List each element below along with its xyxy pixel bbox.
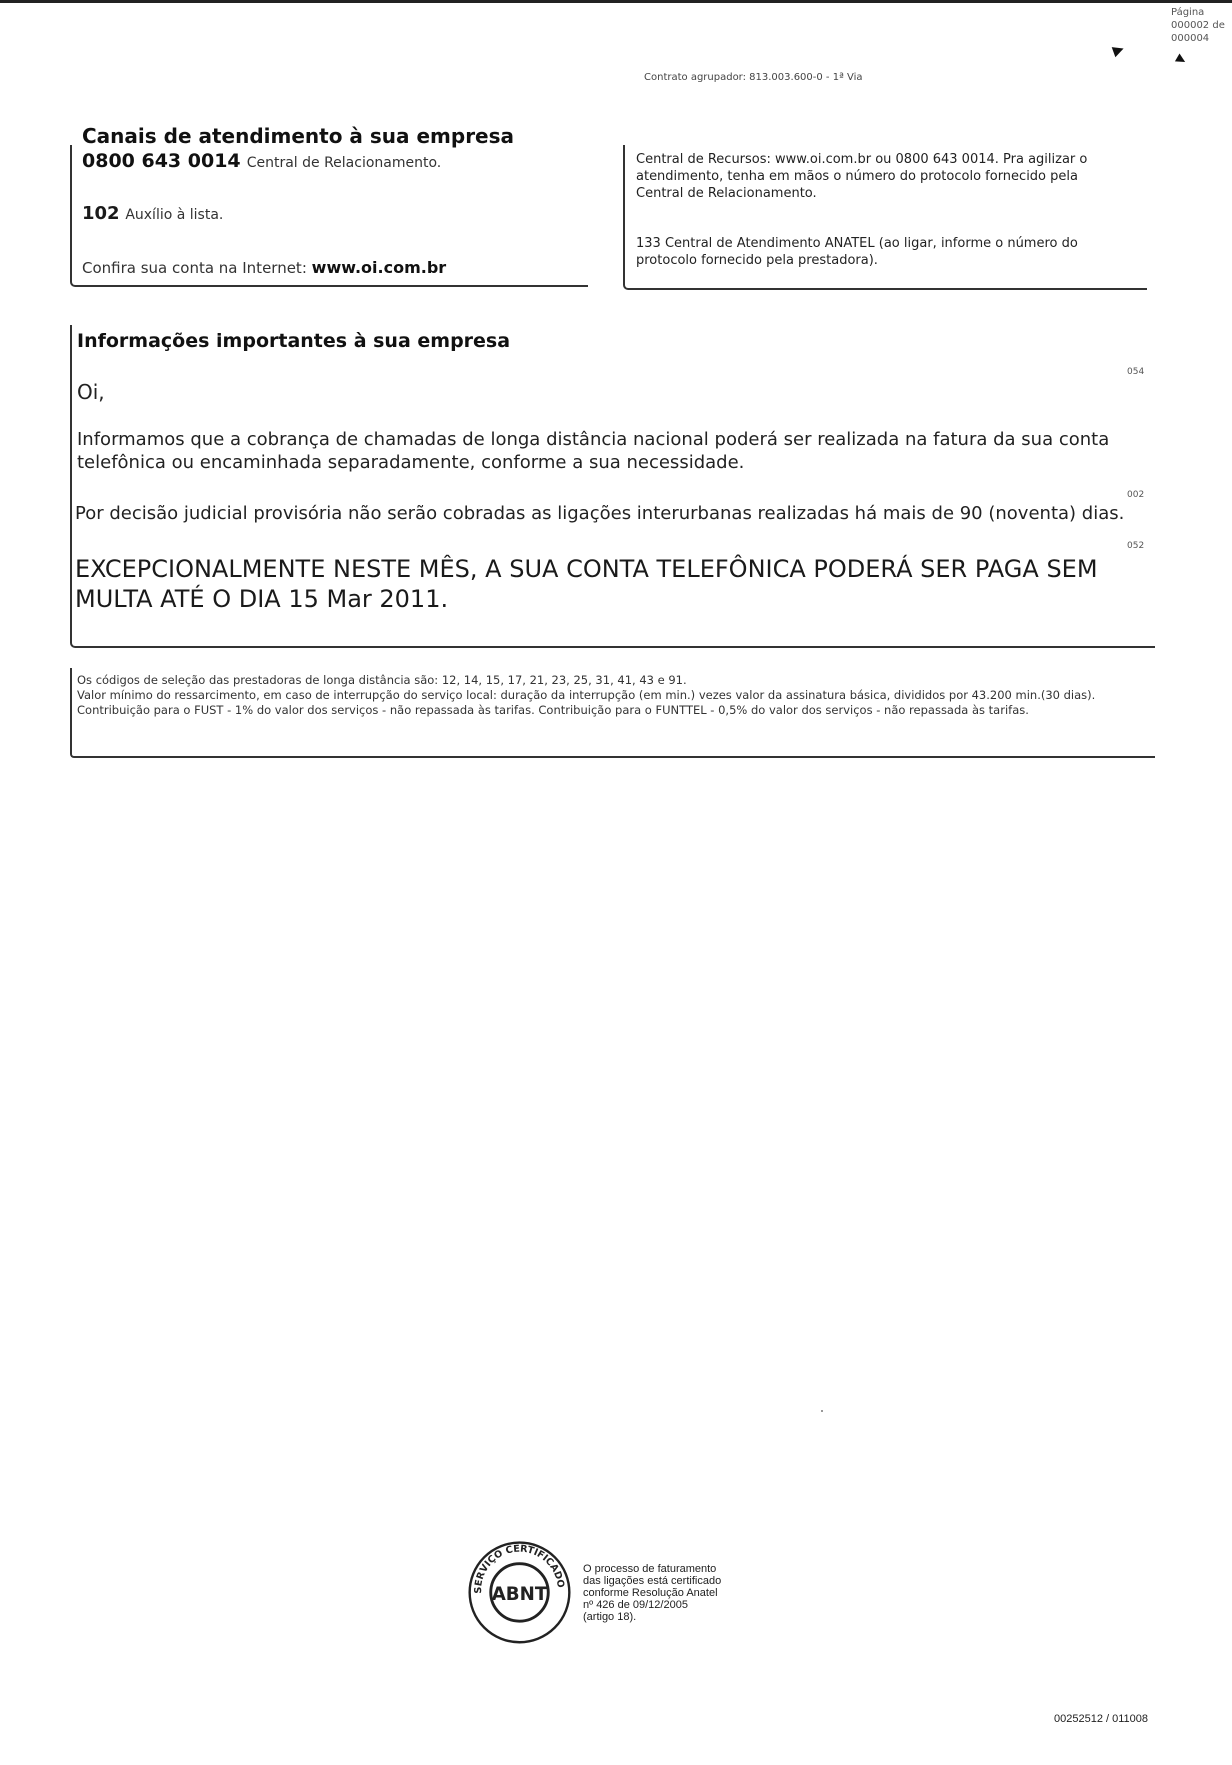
anatel-text: 133 Central de Atendimento ANATEL (ao ligar, informe o número do protocolo fornecido pela prestadora). [636, 236, 1078, 268]
due-date-notice: EXCEPCIONALMENTE NESTE MÊS, A SUA CONTA TELEFÔNICA PODERÁ SER PAGA SEM MULTA ATÉ O DIA 15 Mar 2011. [75, 555, 1098, 613]
seal-caption-line: conforme Resolução Anatel [583, 1587, 718, 1599]
seal-caption-line: (artigo 18). [583, 1611, 637, 1623]
message-code: 002 [1127, 490, 1145, 500]
seal-logo-text: ABNT [491, 1584, 548, 1606]
phone-row [82, 150, 441, 172]
page-top-edge [0, 0, 1232, 3]
seal-caption [583, 1563, 721, 1623]
scan-speck [821, 1410, 823, 1412]
seal-caption-line: O processo de faturamento [583, 1563, 717, 1575]
notes [77, 673, 1160, 718]
note-line: Os códigos de seleção das prestadoras de longa distância são: 12, 14, 15, 17, 21, 23, 25, 31, 41, 43 e 91. [77, 673, 687, 687]
page-indicator-line: 000002 de [1171, 20, 1225, 31]
seal-caption-line: nº 426 de 09/12/2005 [583, 1599, 688, 1611]
phone-number: 0800 643 0014 [82, 150, 241, 172]
note-line: Contribuição para o FUST - 1% do valor dos serviços - não repassada às tarifas. Contribuição para o FUNTTEL - 0,5% do valor dos serviços - não repassada às tarifas. [77, 703, 1029, 717]
greeting: Oi, [77, 380, 105, 404]
message-code: 052 [1127, 541, 1145, 551]
message-code: 054 [1127, 367, 1145, 377]
info-title: Informações importantes à sua empresa [77, 330, 511, 352]
abnt-seal-icon [462, 1533, 577, 1648]
seal-ring-text: SERVIÇO CERTIFICADO [473, 1543, 566, 1594]
info-paragraph: Por decisão judicial provisória não serão cobradas as ligações interurbanas realizadas há mais de 90 (noventa) dias. [75, 503, 1125, 524]
contract-number: Contrato agrupador: 813.003.600-0 - 1ª Via [644, 72, 863, 83]
note-line: Valor mínimo do ressarcimento, em caso de interrupção do serviço local: duração da interrupção (em min.) vezes valor da assinatura básica, divididos por 43.200 min.(30 dias). [77, 688, 1096, 702]
web-row [82, 258, 446, 277]
page-indicator-line: Página [1171, 7, 1205, 18]
seal-caption-line: das ligações está certificado [583, 1575, 722, 1587]
web-link: www.oi.com.br [311, 258, 447, 277]
document-id: 00252512 / 011008 [1054, 1713, 1148, 1725]
web-prefix: Confira sua conta na Internet: [82, 259, 307, 277]
phone-label: Central de Relacionamento. [246, 155, 442, 171]
channels-title: Canais de atendimento à sua empresa [82, 124, 515, 148]
registration-mark: ▶ [1174, 50, 1190, 68]
resources-text: Central de Recursos: www.oi.com.br ou 0800 643 0014. Pra agilizar o atendimento, tenha em mãos o número do protocolo fornecido pela Central de Relacionamento. [636, 152, 1088, 201]
list-label: Auxílio à lista. [125, 207, 224, 223]
info-paragraph: Informamos que a cobrança de chamadas de longa distância nacional poderá ser realizada na fatura da sua conta telefônica ou encaminhada separadamente, conforme a sua necessidade. [77, 429, 1110, 473]
page-indicator-line: 000004 [1171, 33, 1210, 44]
list-number: 102 [82, 203, 120, 224]
page-indicator [1171, 6, 1225, 45]
registration-mark: ▶ [1110, 40, 1127, 60]
list-row [82, 203, 223, 224]
